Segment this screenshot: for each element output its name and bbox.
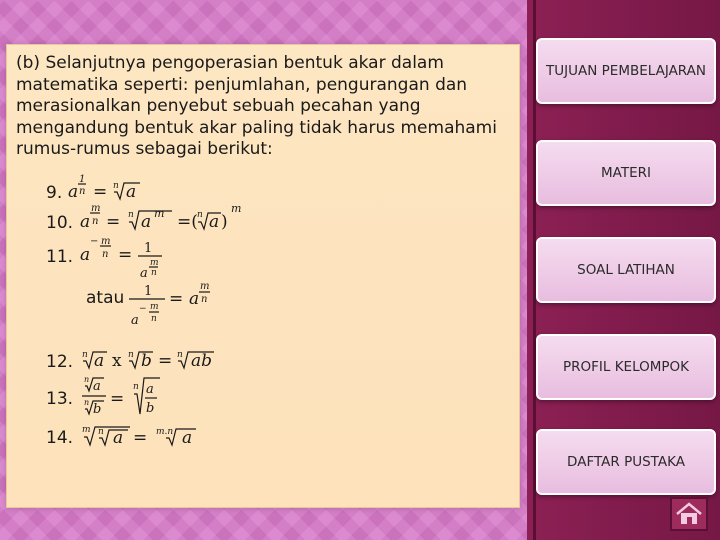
svg-text:b: b: [141, 351, 152, 371]
svg-text:=: =: [118, 245, 133, 265]
svg-text:a: a: [131, 313, 139, 328]
svg-text:a: a: [93, 379, 101, 394]
svg-text:1: 1: [144, 241, 153, 256]
svg-text:−: −: [139, 304, 147, 314]
formula-14: [82, 425, 196, 448]
svg-text:1: 1: [79, 174, 86, 185]
svg-text:n: n: [128, 350, 134, 360]
svg-text:n: n: [92, 216, 99, 227]
svg-text:m: m: [91, 203, 101, 214]
nav-button-profil-kelompok[interactable]: [536, 334, 716, 400]
svg-text:=: =: [133, 428, 148, 448]
formula-12: [82, 350, 214, 371]
svg-text:n: n: [197, 210, 203, 220]
formula-number-9: 9.: [46, 183, 63, 203]
svg-text:a: a: [209, 212, 220, 232]
svg-text:=(: =(: [177, 212, 198, 232]
svg-text:ab: ab: [191, 351, 213, 371]
svg-text:=: =: [110, 389, 125, 409]
svg-text:n: n: [79, 186, 86, 197]
nav-label-tujuan: TUJUAN PEMBELAJARAN: [546, 63, 706, 79]
svg-text:n: n: [84, 375, 90, 384]
svg-text:a: a: [68, 182, 79, 202]
home-button[interactable]: [670, 497, 708, 531]
svg-text:a: a: [126, 182, 137, 202]
svg-text:m: m: [82, 425, 91, 435]
svg-text:a: a: [140, 266, 148, 281]
formula-10: [80, 202, 241, 232]
svg-text:−: −: [90, 236, 99, 247]
formula-prefix-atau: atau: [86, 288, 125, 308]
svg-text:m: m: [150, 258, 159, 268]
svg-text:n: n: [133, 382, 139, 392]
nav-button-materi[interactable]: [536, 140, 716, 206]
formula-number-10: 10.: [46, 213, 74, 233]
svg-text:m: m: [231, 202, 242, 215]
svg-text:n: n: [82, 350, 88, 360]
svg-text:a: a: [80, 245, 91, 265]
svg-text:n: n: [151, 268, 157, 278]
svg-text:n: n: [84, 398, 90, 407]
svg-text:a: a: [189, 289, 200, 309]
svg-text:n: n: [102, 249, 109, 260]
formula-9: [68, 174, 140, 202]
formula-13: [82, 375, 160, 417]
svg-text:=: =: [169, 289, 184, 309]
nav-label-profil: PROFIL KELOMPOK: [562, 359, 690, 375]
svg-text:n: n: [113, 181, 119, 191]
svg-text:m.n: m.n: [156, 427, 174, 437]
svg-text:x: x: [112, 351, 122, 371]
svg-text:n: n: [177, 350, 183, 360]
svg-text:m: m: [101, 236, 111, 247]
nav-label-daftar: DAFTAR PUSTAKA: [567, 454, 685, 470]
nav-button-tujuan-pembelajaran[interactable]: [536, 38, 716, 104]
svg-text:=: =: [93, 182, 108, 202]
svg-text:=: =: [106, 212, 121, 232]
svg-text:a: a: [182, 428, 193, 448]
svg-text:): ): [221, 212, 228, 232]
svg-text:n: n: [128, 210, 134, 220]
svg-text:n: n: [151, 314, 157, 324]
nav-button-soal-latihan[interactable]: [536, 237, 716, 303]
svg-text:m: m: [150, 302, 159, 312]
svg-text:m: m: [154, 207, 165, 220]
svg-text:n: n: [201, 294, 208, 305]
formula-number-14: 14.: [46, 428, 74, 448]
svg-text:m: m: [200, 281, 210, 292]
svg-text:a: a: [113, 428, 124, 448]
svg-text:=: =: [158, 351, 173, 371]
svg-text:b: b: [146, 401, 155, 416]
intro-text: (b) Selanjutnya pengoperasian bentuk akar dalam matematika seperti: penjumlahan, pengurangan dan merasionalkan penyebut sebuah pecahan yang mengandung bentuk akar paling tidak harus memahami rumus-rumus sebagai berikut:: [16, 53, 497, 159]
nav-button-daftar-pustaka[interactable]: [536, 429, 716, 495]
svg-text:a: a: [146, 382, 154, 397]
svg-text:a: a: [141, 212, 152, 232]
formula-number-13: 13.: [46, 389, 74, 409]
svg-text:a: a: [80, 212, 91, 232]
formula-number-12: 12.: [46, 352, 74, 372]
nav-label-soal: SOAL LATIHAN: [577, 262, 675, 278]
home-icon: [675, 502, 703, 526]
svg-text:n: n: [98, 427, 104, 437]
svg-text:b: b: [93, 402, 102, 417]
nav-label-materi: MATERI: [601, 165, 651, 181]
svg-text:a: a: [94, 351, 105, 371]
formula-11: [80, 236, 162, 281]
formula-number-11: 11.: [46, 247, 74, 267]
svg-text:1: 1: [144, 284, 153, 299]
formula-11-atau: [129, 281, 210, 328]
